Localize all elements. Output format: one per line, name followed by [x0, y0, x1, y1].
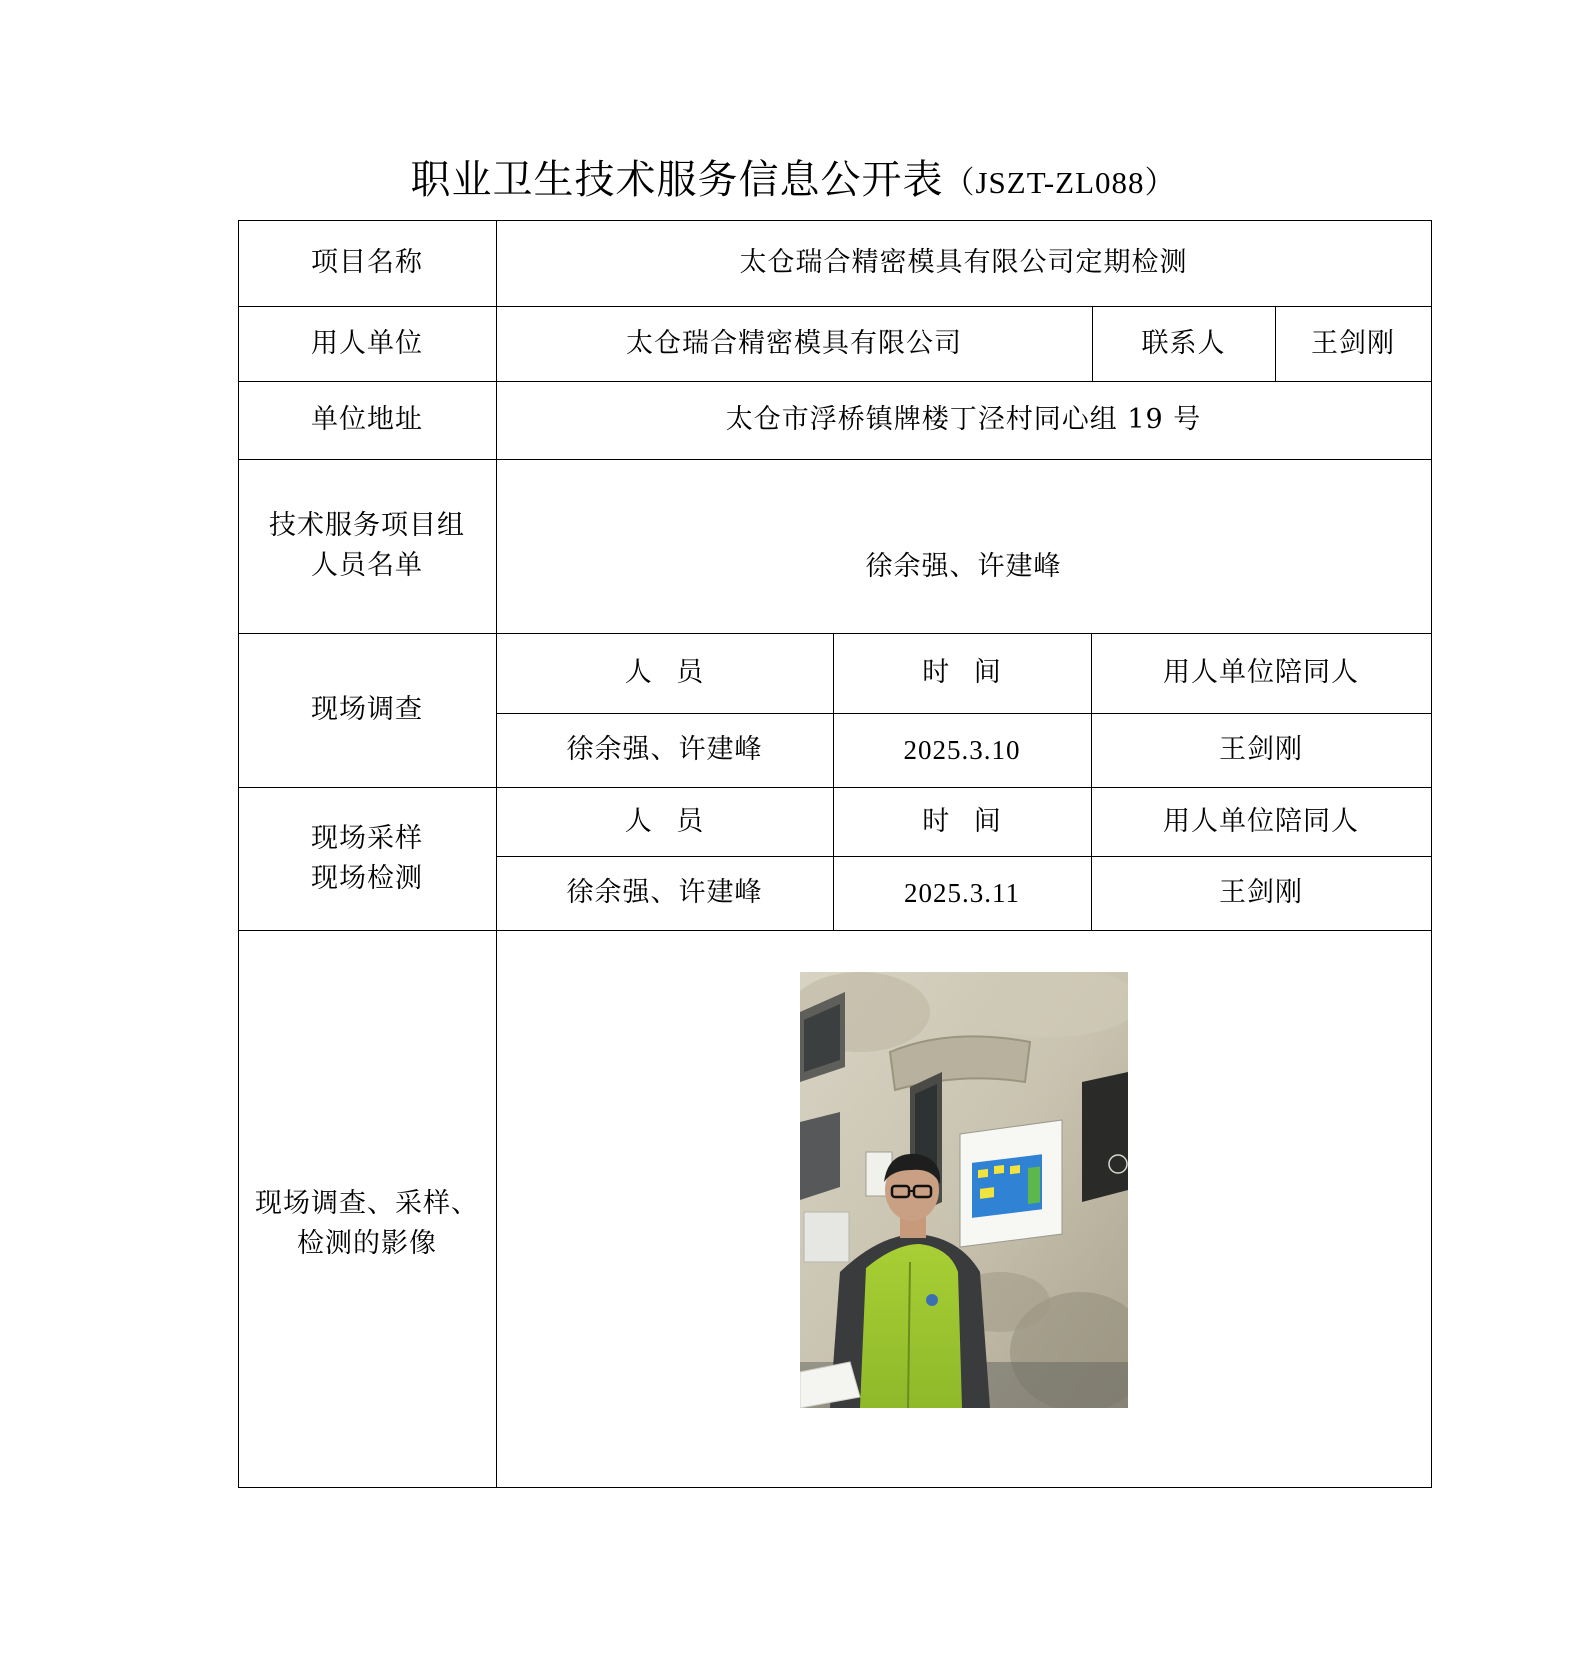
survey-header-personnel [496, 633, 833, 713]
address-value [496, 381, 1431, 459]
sampling-header-escort [1091, 787, 1431, 856]
contact-value-text: 王剑刚 [1311, 327, 1395, 359]
sampling-header-time [833, 787, 1091, 856]
sampling-personnel-text: 徐余强、许建峰 [566, 877, 763, 908]
sampling-header-personnel [496, 787, 833, 856]
survey-personnel [496, 713, 833, 787]
project-name-label [238, 220, 496, 306]
survey-header-time-text: 时 间 [922, 657, 1002, 688]
sampling-time-text: 2025.3.11 [904, 878, 1020, 908]
survey-label [238, 633, 496, 787]
site-photo-illustration [800, 972, 1128, 1408]
survey-escort-text: 王剑刚 [1219, 734, 1303, 765]
survey-header-time [833, 633, 1091, 713]
title-code: （JSZT-ZL088） [943, 165, 1177, 200]
team-label-line2: 人员名单 [311, 550, 423, 581]
address-label-text: 单位地址 [311, 404, 423, 435]
survey-time-text: 2025.3.10 [903, 735, 1021, 765]
survey-time [833, 713, 1091, 787]
sampling-escort-text: 王剑刚 [1219, 877, 1303, 908]
contact-value [1275, 306, 1431, 381]
project-name-value-text: 太仓瑞合精密模具有限公司定期检测 [739, 247, 1188, 278]
page-title [0, 150, 1587, 213]
project-name-value [496, 220, 1431, 306]
team-value-text: 徐余强、许建峰 [865, 551, 1062, 582]
sampling-header-personnel-text: 人 员 [624, 805, 705, 837]
images-label-line1: 现场调查、采样、 [255, 1187, 479, 1219]
survey-header-personnel-text: 人 员 [624, 657, 705, 688]
address-value-text: 太仓市浮桥镇牌楼丁泾村同心组 19 号 [725, 404, 1202, 435]
project-name-label-text: 项目名称 [311, 247, 423, 278]
team-value [496, 459, 1431, 633]
sampling-escort [1091, 856, 1431, 930]
sampling-label-line2: 现场检测 [311, 862, 423, 894]
team-label-line1: 技术服务项目组 [269, 510, 465, 541]
site-photo [800, 972, 1128, 1408]
survey-header-escort [1091, 633, 1431, 713]
sampling-header-time-text: 时 间 [922, 805, 1002, 837]
address-label [238, 381, 496, 459]
survey-header-escort-text: 用人单位陪同人 [1163, 657, 1359, 688]
table-border-right [1431, 220, 1432, 1488]
title-main: 职业卫生技术服务信息公开表 [410, 157, 944, 203]
employer-label-text: 用人单位 [311, 327, 423, 359]
sampling-time [833, 856, 1091, 930]
team-label [238, 459, 496, 633]
table-border-bottom [238, 1487, 1432, 1488]
images-label-line2: 检测的影像 [297, 1227, 437, 1259]
sampling-label-line1: 现场采样 [311, 822, 423, 854]
sampling-label [238, 787, 496, 930]
sampling-header-escort-text: 用人单位陪同人 [1163, 805, 1359, 837]
employer-label [238, 306, 496, 381]
survey-escort [1091, 713, 1431, 787]
images-label [238, 930, 496, 1487]
employer-value [496, 306, 1092, 381]
survey-label-text: 现场调查 [311, 694, 423, 725]
contact-label-text: 联系人 [1141, 327, 1226, 359]
employer-value-text: 太仓瑞合精密模具有限公司 [626, 327, 962, 359]
sampling-personnel [496, 856, 833, 930]
survey-personnel-text: 徐余强、许建峰 [566, 734, 763, 765]
contact-label [1092, 306, 1275, 381]
